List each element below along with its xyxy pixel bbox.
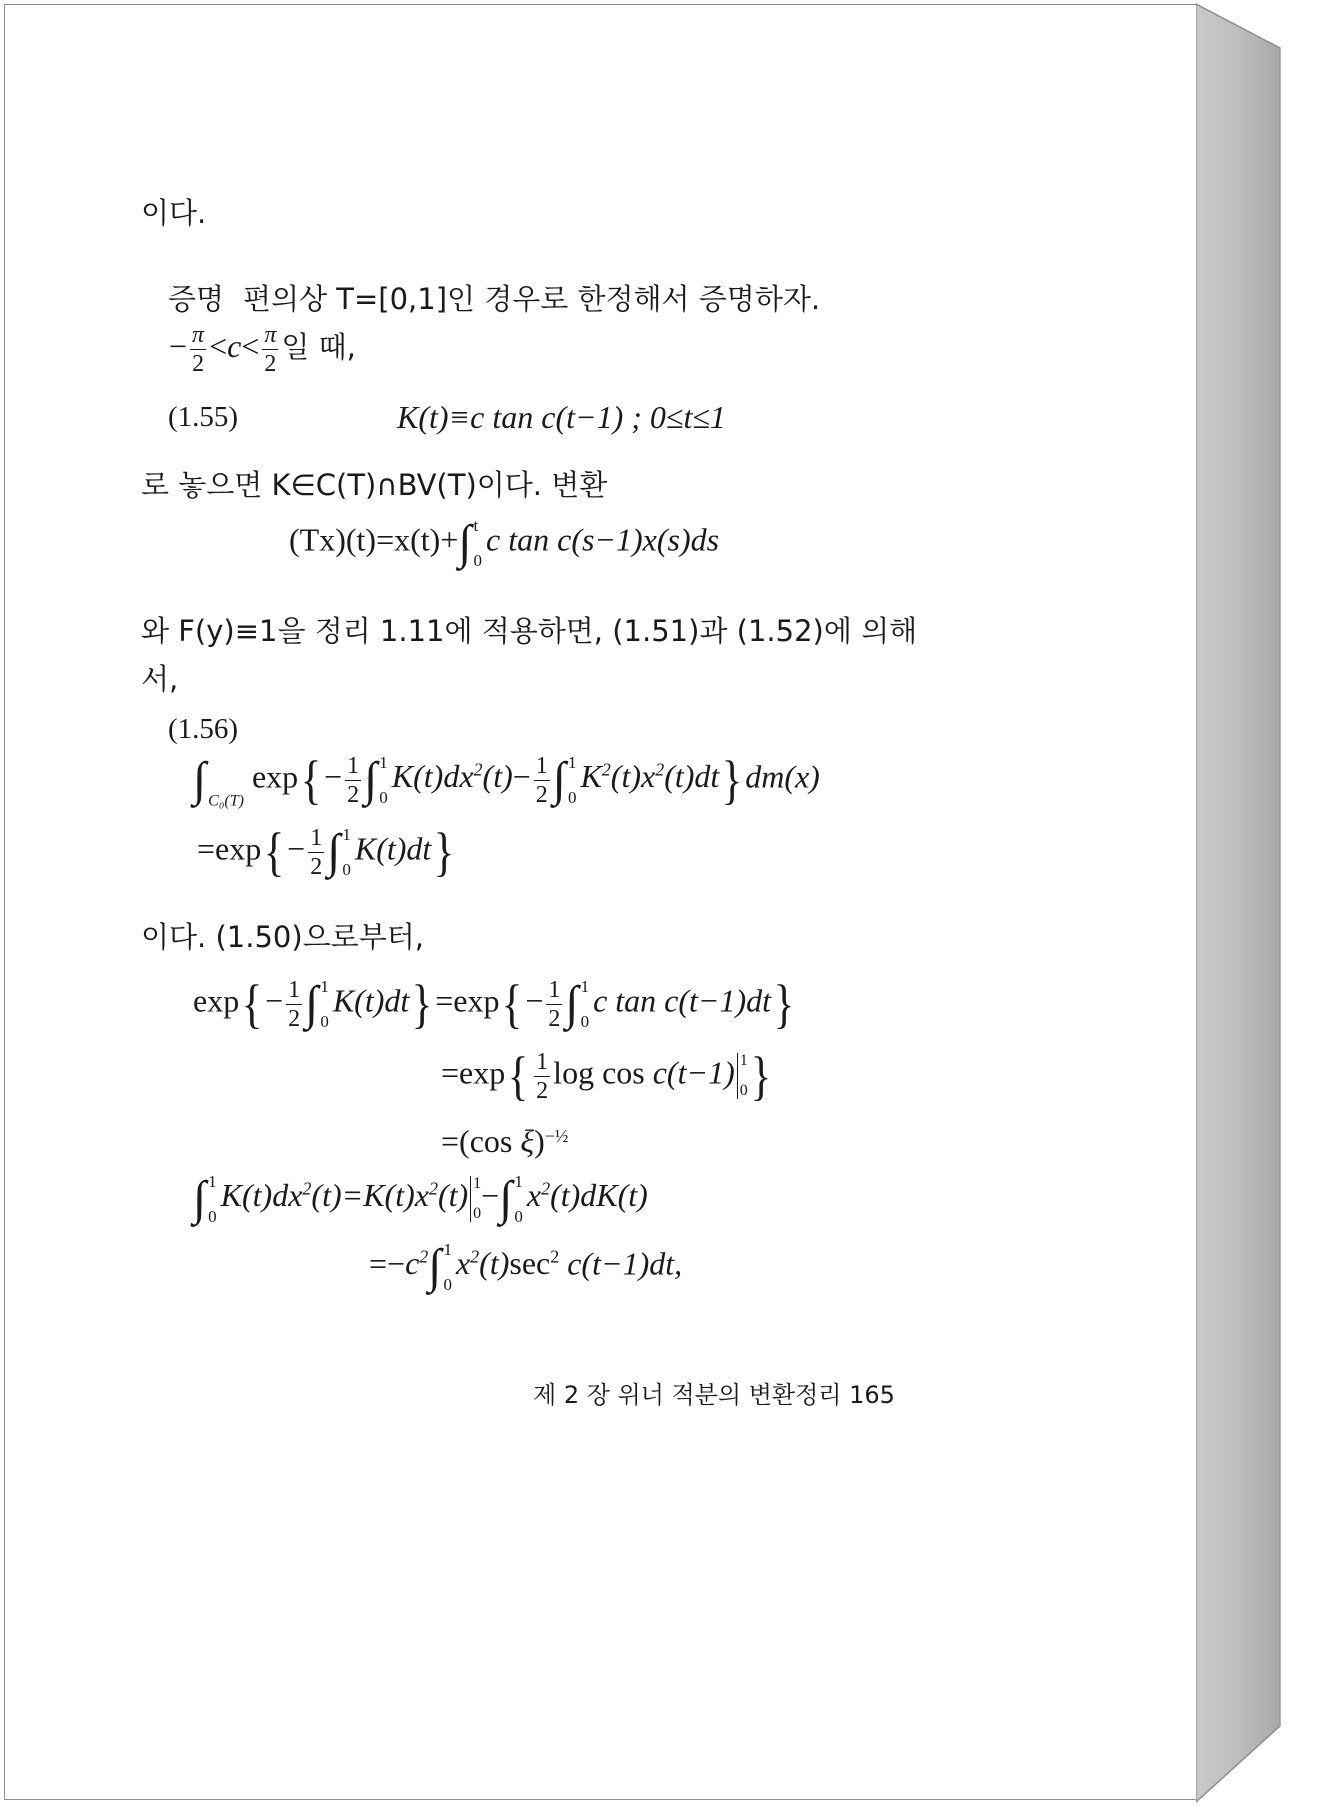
exp-chain-line2: =exp{ $\frac{1}{2}$ log cos c(t−1) 1 0 } (441, 1046, 772, 1106)
exp-chain-line3: =(cos ξ)$^{-\frac{1}{2}}$ (441, 1123, 569, 1159)
parts-line2: $=-c^2\int$ 1 0 $x^2(t)\sec^2$ c(t−1)dt, (369, 1240, 683, 1294)
text-line-K: 로 놓으면 K∈C(T)∩BV(T)이다. 변환 (141, 468, 608, 502)
text-line-1: 이다. (141, 196, 207, 230)
text-line-apply-2: 서, (141, 662, 179, 696)
text-line-from: 이다. (1.50)으로부터, (141, 920, 424, 954)
eq-1-55-label: (1.55) (168, 401, 239, 433)
proof-text: 편의상 T=[0,1]인 경우로 한정해서 증명하자. (243, 282, 821, 316)
eq-1-55: K(t)≡c tan c(t−1) ; 0≤t≤1 (397, 399, 726, 435)
page (4, 4, 1198, 1800)
eq-1-56-label: (1.56) (168, 713, 239, 745)
condition-suffix: 일 때, (281, 329, 356, 364)
condition-formula: − $\frac{\pi}{2}$ <c< $\frac{\pi}{2}$ 일 때, (169, 322, 356, 377)
page-footer: 제 2 장 위너 적분의 변환정리 165 (533, 1381, 895, 1409)
transform-rhs: c tan c(s−1)x(s)ds (486, 521, 720, 558)
transform-formula: (Tx)(t)=x(t)+∫ t 0 c tan c(s−1)x(s)ds (289, 516, 720, 570)
parts-line1: ∫ 1 0 $K(t)dx^2(t)=K(t)x^2(t)$ 1 0 −∫ 1 0 $x^2(t)dK(t)$ (193, 1172, 648, 1226)
proof-label: 증명 (168, 282, 225, 316)
text-line-apply: 와 F(y)≡1을 정리 1.11에 적용하면, (1.51)과 (1.52)에 의해 (141, 614, 918, 648)
book-edge (1196, 0, 1296, 1806)
eq-1-56-line2: =exp{− $\frac{1}{2}$ ∫ 1 0 K(t)dt} (197, 822, 455, 882)
exp-chain-line1: exp{− $\frac{1}{2}$ ∫ 1 0 K(t)dt}=exp{− $\frac{1}{2}$ ∫ 1 0 c tan c(t−1)dt} (193, 974, 795, 1034)
transform-lhs: (Tx)(t)=x(t)+ (289, 521, 459, 558)
eq-1-56-line1: ∫ $_{C_0(T)}$ exp{− $\frac{1}{2}$ ∫ 1 0 $K(t)dx^2(t)-$ $\frac{1}{2}$ ∫ 1 0 $K^2(t)x^2(t)dt\}dm(x)$ (193, 750, 820, 810)
